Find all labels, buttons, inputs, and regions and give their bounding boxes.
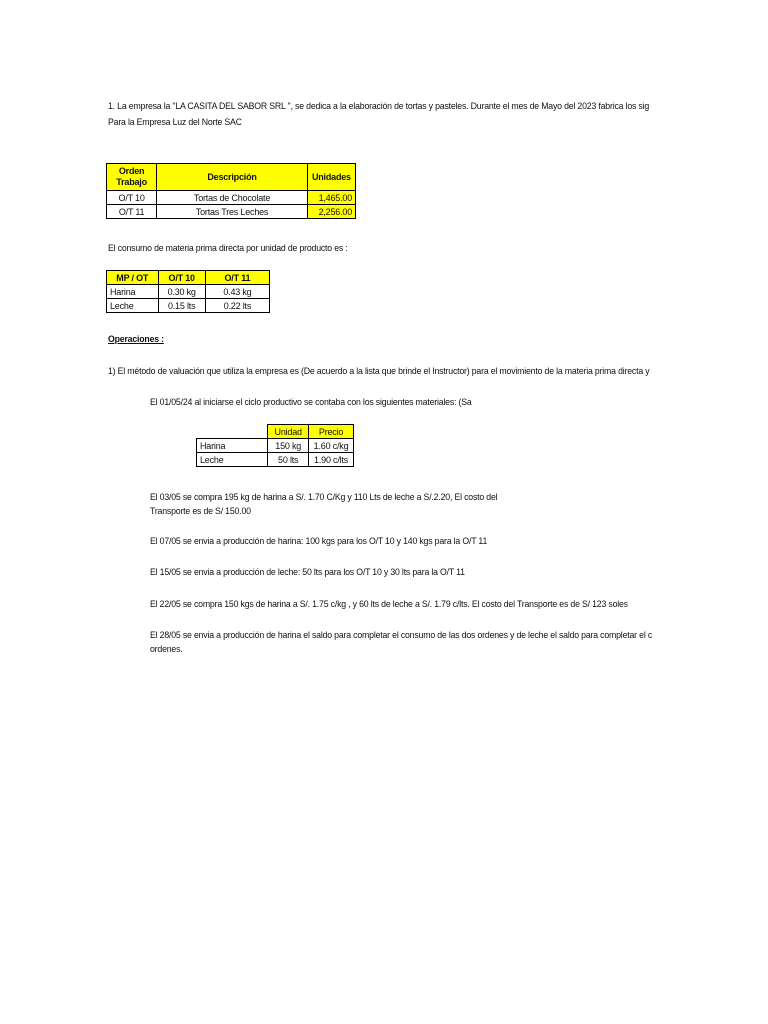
orders-header-orden-line1: Orden: [118, 166, 145, 176]
stock-table-header: [197, 425, 354, 439]
mp-cell-ot11: 0.43 kg: [205, 285, 269, 299]
mp-cell-ot10: 0.30 kg: [158, 285, 205, 299]
orders-cell-unidades: 2,256.00: [307, 205, 355, 219]
operation-3: El 15/05 se envia a producción de leche: 50 lts para los O/T 10 y 30 lts para la O/T 11: [150, 567, 465, 578]
table-row: [107, 205, 356, 219]
mp-table-header: [107, 271, 270, 285]
stock-cell-unidad: 150 kg: [268, 439, 309, 453]
operaciones-heading: Operaciones :: [108, 334, 164, 345]
operation-5-line-2: ordenes.: [150, 644, 183, 655]
orders-cell-descripcion: Tortas Tres Leches: [157, 205, 308, 219]
mp-cell-ot11: 0.22 lts: [205, 299, 269, 313]
table-row: [107, 299, 270, 313]
table-row: [107, 285, 270, 299]
mp-header-ot11: O/T 11: [205, 271, 269, 285]
mp-cell-item: Leche: [107, 299, 159, 313]
stock-cell-unidad: 50 lts: [268, 453, 309, 467]
consumo-text: El consumo de materia prima directa por unidad de producto es :: [108, 243, 348, 254]
metodo-text: 1) El método de valuación que utiliza la empresa es (De acuerdo a la lista que brinde el Instructor) para el movimiento de la materia prima directa y: [108, 366, 650, 377]
mp-cell-ot10: 0.15 lts: [158, 299, 205, 313]
mp-table: [106, 270, 270, 313]
orders-header-orden-line2: Trabajo: [116, 177, 147, 187]
operation-2: El 07/05 se envia a producción de harina: 100 kgs para los O/T 10 y 140 kgs para la O/T 11: [150, 536, 488, 547]
orders-cell-unidades: 1,465.00: [307, 191, 355, 205]
orders-header-unidades: Unidades: [307, 164, 355, 191]
stock-table: [196, 424, 354, 467]
intro-line-2: Para la Empresa Luz del Norte SAC: [108, 117, 242, 128]
stock-cell-precio: 1.60 c/kg: [309, 439, 354, 453]
table-row: [107, 191, 356, 205]
inicio-text: El 01/05/24 al iniciarse el ciclo productivo se contaba con los siguientes materiales: (Sa: [150, 397, 472, 408]
operation-1-line-2: Transporte es de S/ 150.00: [150, 506, 251, 517]
table-row: [197, 439, 354, 453]
mp-header-ot10: O/T 10: [158, 271, 205, 285]
operation-5-line-1: El 28/05 se envia a producción de harina el saldo para completar el consumo de las dos ordenes y de leche el saldo para completar el c: [150, 630, 653, 641]
stock-cell-item: Harina: [197, 439, 268, 453]
orders-table-header: [107, 164, 356, 191]
stock-header-unidad: Unidad: [268, 425, 309, 439]
stock-header-precio: Precio: [309, 425, 354, 439]
table-row: [197, 453, 354, 467]
operation-4: El 22/05 se compra 150 kgs de harina a S/. 1.75 c/kg , y 60 lts de leche a S/. 1.79 c/lts. El costo del Transporte es de S/ 123 soles: [150, 599, 628, 610]
intro-line-1: 1. La empresa la "LA CASITA DEL SABOR SRL ", se dedica a la elaboración de tortas y pasteles. Durante el mes de Mayo del 2023 fabrica los sig: [108, 101, 650, 112]
orders-header-orden: [107, 164, 157, 191]
mp-cell-item: Harina: [107, 285, 159, 299]
operation-1-line-1: El 03/05 se compra 195 kg de harina a S/. 1.70 C/Kg y 110 Lts de leche a S/.2.20, El costo del: [150, 492, 498, 503]
stock-cell-precio: 1.90 c/lts: [309, 453, 354, 467]
orders-cell-orden: O/T 10: [107, 191, 157, 205]
orders-cell-orden: O/T 11: [107, 205, 157, 219]
orders-cell-descripcion: Tortas de Chocolate: [157, 191, 308, 205]
orders-header-descripcion: Descripción: [157, 164, 308, 191]
mp-header-mp: MP / OT: [107, 271, 159, 285]
stock-header-blank: [197, 425, 268, 439]
orders-table: [106, 163, 356, 219]
stock-cell-item: Leche: [197, 453, 268, 467]
